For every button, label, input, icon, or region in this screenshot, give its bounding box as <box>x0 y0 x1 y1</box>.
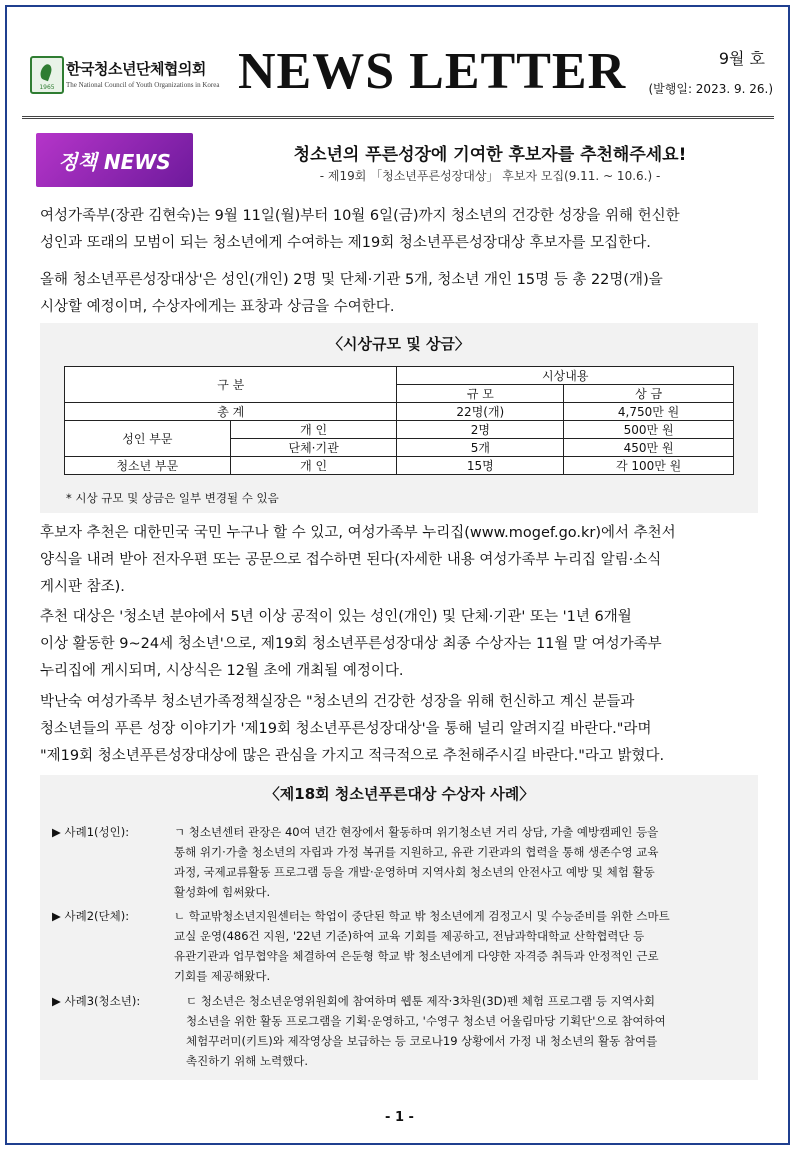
text-line: ㄷ 청소년은 청소년운영위원회에 참여하며 웹툰 제작·3차원(3D)펜 체험 프로그램 등 지역사회 <box>186 994 655 1008</box>
text-line: 여성가족부(장관 김현숙)는 9월 11일(월)부터 10월 6일(금)까지 청소년의 건강한 성장을 위해 헌신한 <box>40 208 680 224</box>
case-label: ▶ 사례3(청소년): <box>52 994 141 1008</box>
text-line: 박난숙 여성가족부 청소년가족정책실장은 "청소년의 건강한 성장을 위해 헌신하고 계신 분들과 <box>40 694 635 710</box>
text-line: 후보자 추천은 대한민국 국민 누구나 할 수 있고, 여성가족부 누리집(www.mogef.go.kr)에서 추천서 <box>40 525 676 541</box>
table-cell: 개 인 <box>230 421 397 439</box>
text-line: "제19회 청소년푸른성장대상에 많은 관심을 가지고 적극적으로 추천해주시길 바란다."라고 밝혔다. <box>40 748 665 764</box>
case-text <box>174 906 670 986</box>
text-line: 촉진하기 위해 노력했다. <box>186 1054 309 1068</box>
award-table-title: 〈시상규모 및 상금〉 <box>328 335 470 353</box>
table-row <box>65 421 734 439</box>
table-cell: 청소년 부문 <box>65 457 231 475</box>
text-line: 체험꾸러미(키트)와 제작영상을 보급하는 등 코로나19 상황에서 가정 내 청소년의 활동 참여를 <box>186 1034 658 1048</box>
table-header-cell: 시상내용 <box>397 367 734 385</box>
table-row <box>65 457 734 475</box>
text-line: 이상 활동한 9~24세 청소년'으로, 제19회 청소년푸른성장대상 최종 수상자는 11월 말 여성가족부 <box>40 636 662 652</box>
table-cell: 500만 원 <box>564 421 734 439</box>
table-cell: 4,750만 원 <box>564 403 734 421</box>
case-text <box>186 991 666 1071</box>
text-line: 교실 운영(486건 지원, '22년 기준)하여 교육 기회를 제공하고, 전남과학대학교 산학협력단 등 <box>174 929 645 943</box>
table-cell: 단체·기관 <box>230 439 397 457</box>
article-title: 청소년의 푸른성장에 기여한 후보자를 추천해주세요! <box>293 145 687 165</box>
table-cell: 2명 <box>397 421 564 439</box>
paragraph-1 <box>40 203 768 257</box>
text-line: 통해 위기·가출 청소년의 자립과 가정 복귀를 지원하고, 유관 기관과의 협력을 통해 생존수영 교육 <box>174 845 659 859</box>
text-line: 올해 청소년푸른성장대상'은 성인(개인) 2명 및 단체·기관 5개, 청소년 개인 15명 등 총 22명(개)을 <box>40 272 663 288</box>
table-row <box>65 403 734 421</box>
table-row <box>65 367 734 385</box>
table-header-cell: 구 분 <box>65 367 397 403</box>
publication-date: (발행일: 2023. 9. 26.) <box>648 82 773 96</box>
text-line: 기회를 제공해왔다. <box>174 969 271 983</box>
table-note: * 시상 규모 및 상금은 일부 변경될 수 있음 <box>66 491 279 505</box>
table-cell: 총 계 <box>65 403 397 421</box>
newsletter-header <box>0 0 799 120</box>
issue-label: 9월 호 <box>718 49 765 68</box>
text-line: ㄱ 청소년센터 관장은 40여 년간 현장에서 활동하며 위기청소년 거리 상담, 가출 예방캠페인 등을 <box>174 825 659 839</box>
text-line: 시상할 예정이며, 수상자에게는 표창과 상금을 수여한다. <box>40 299 395 315</box>
case-label: ▶ 사례2(단체): <box>52 909 130 923</box>
paragraph-3 <box>40 520 768 601</box>
table-header-cell: 규 모 <box>397 385 564 403</box>
text-line: 누리집에 게시되며, 시상식은 12월 초에 개최될 예정이다. <box>40 663 404 679</box>
text-line: 과정, 국제교류활동 프로그램 등을 개발·운영하며 지역사회 청소년의 안전사고 예방 및 체험 활동 <box>174 865 655 879</box>
text-line: 청소년을 위한 활동 프로그램을 기획·운영하고, '수영구 청소년 어울림마당 기획단'으로 참여하여 <box>186 1014 666 1028</box>
text-line: 양식을 내려 받아 전자우편 또는 공문으로 접수하면 된다(자세한 내용 여성가족부 누리집 알림·소식 <box>40 552 662 568</box>
table-cell: 450만 원 <box>564 439 734 457</box>
paragraph-5 <box>40 689 768 770</box>
table-cell: 15명 <box>397 457 564 475</box>
paragraph-4 <box>40 604 768 685</box>
cases-title: 〈제18회 청소년푸른대상 수상자 사례〉 <box>264 785 535 803</box>
text-line: 게시판 참조). <box>40 579 125 595</box>
case-text <box>174 822 658 902</box>
text-line: ㄴ 학교밖청소년지원센터는 학업이 중단된 학교 밖 청소년에게 검정고시 및 수능준비를 위한 스마트 <box>174 909 670 923</box>
table-cell: 22명(개) <box>397 403 564 421</box>
org-logo-icon: 1965 <box>30 56 64 94</box>
org-name-english: The National Council of Youth Organizations in Korea <box>66 81 220 89</box>
case-label: ▶ 사례1(성인): <box>52 825 130 839</box>
article-subtitle: - 제19회 「청소년푸른성장대상」 후보자 모집(9.11. ~ 10.6.) - <box>319 169 661 183</box>
table-cell: 각 100만 원 <box>564 457 734 475</box>
table-cell: 개 인 <box>230 457 397 475</box>
table-cell: 성인 부문 <box>65 421 231 457</box>
award-table <box>64 366 734 475</box>
paragraph-2 <box>40 267 768 321</box>
policy-news-badge: 정책 NEWS <box>36 133 193 187</box>
newsletter-title: NEWS LETTER <box>238 43 627 100</box>
text-line: 활성화에 힘써왔다. <box>174 885 271 899</box>
page-number: - 1 - <box>385 1110 414 1125</box>
org-name: 한국청소년단체협의회 <box>66 60 206 78</box>
text-line: 추천 대상은 '청소년 분야에서 5년 이상 공적이 있는 성인(개인) 및 단체·기관' 또는 '1년 6개월 <box>40 609 632 625</box>
text-line: 유관기관과 업무협약을 체결하여 은둔형 학교 밖 청소년에게 다양한 자격증 취득과 안정적인 근로 <box>174 949 659 963</box>
text-line: 청소년들의 푸른 성장 이야기가 '제19회 청소년푸른성장대상'을 통해 널리 알려지길 바란다."라며 <box>40 721 652 737</box>
table-cell: 5개 <box>397 439 564 457</box>
text-line: 성인과 또래의 모범이 되는 청소년에게 수여하는 제19회 청소년푸른성장대상 후보자를 모집한다. <box>40 235 651 251</box>
table-header-cell: 상 금 <box>564 385 734 403</box>
header-divider <box>22 116 774 119</box>
